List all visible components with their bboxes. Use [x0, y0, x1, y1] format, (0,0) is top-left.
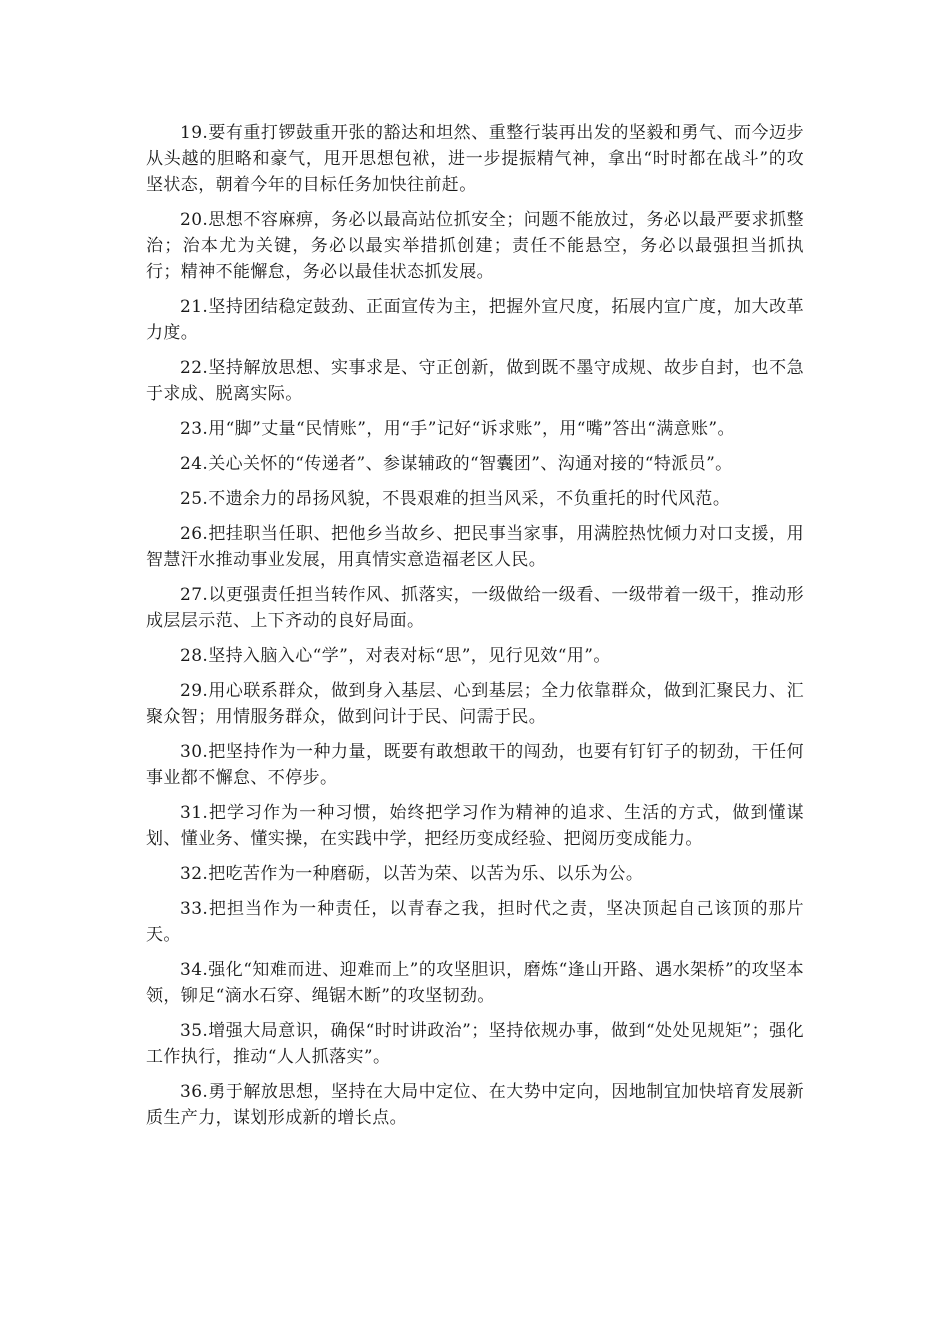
paragraph-21: 21.坚持团结稳定鼓劲、正面宣传为主，把握外宣尺度，拓展内宣广度，加大改革力度。 [146, 297, 804, 343]
paragraph-28: 28.坚持入脑入心“学”，对表对标“思”，见行见效“用”。 [180, 646, 611, 666]
paragraph-20: 20.思想不容麻痹，务必以最高站位抓安全；问题不能放过，务必以最严要求抓整治；治本尤为关键，务必以最实举措抓创建；责任不能悬空，务必以最强担当抓执行；精神不能懈怠，务必以最佳状态抓发展。 [146, 210, 804, 282]
paragraph-19: 19.要有重打锣鼓重开张的豁达和坦然、重整行装再出发的坚毅和勇气、而今迈步从头越的胆略和豪气，甩开思想包袱，进一步提振精气神，拿出“时时都在战斗”的攻坚状态，朝着今年的目标任务加快往前赶。 [146, 123, 804, 195]
paragraph-23: 23.用“脚”丈量“民情账”，用“手”记好“诉求账”，用“嘴”答出“满意账”。 [180, 419, 735, 439]
paragraph-31: 31.把学习作为一种习惯，始终把学习作为精神的追求、生活的方式，做到懂谋划、懂业务、懂实操，在实践中学，把经历变成经验、把阅历变成能力。 [146, 803, 804, 849]
document-body [146, 120, 804, 1140]
paragraph-25: 25.不遗余力的昂扬风貌，不畏艰难的担当风采，不负重托的时代风范。 [180, 489, 731, 509]
paragraph-30: 30.把坚持作为一种力量，既要有敢想敢干的闯劲，也要有钉钉子的韧劲，干任何事业都不懈怠、不停步。 [146, 742, 804, 788]
paragraph-22: 22.坚持解放思想、实事求是、守正创新，做到既不墨守成规、故步自封，也不急于求成、脱离实际。 [146, 358, 804, 404]
paragraph-26: 26.把挂职当任职、把他乡当故乡、把民事当家事，用满腔热忱倾力对口支援，用智慧汗水推动事业发展，用真情实意造福老区人民。 [146, 524, 804, 570]
paragraph-33: 33.把担当作为一种责任，以青春之我，担时代之责，坚决顶起自己该顶的那片天。 [146, 899, 804, 945]
paragraph-29: 29.用心联系群众，做到身入基层、心到基层；全力依靠群众，做到汇聚民力、汇聚众智；用情服务群众，做到问计于民、问需于民。 [146, 681, 804, 727]
paragraph-34: 34.强化“知难而进、迎难而上”的攻坚胆识，磨炼“逢山开路、遇水架桥”的攻坚本领，铆足“滴水石穿、绳锯木断”的攻坚韧劲。 [146, 960, 804, 1006]
paragraph-32: 32.把吃苦作为一种磨砺，以苦为荣、以苦为乐、以乐为公。 [180, 864, 644, 884]
paragraph-35: 35.增强大局意识，确保“时时讲政治”；坚持依规办事，做到“处处见规矩”；强化工作执行，推动“人人抓落实”。 [146, 1021, 804, 1067]
paragraph-36: 36.勇于解放思想，坚持在大局中定位、在大势中定向，因地制宜加快培育发展新质生产力，谋划形成新的增长点。 [146, 1082, 804, 1128]
paragraph-27: 27.以更强责任担当转作风、抓落实，一级做给一级看、一级带着一级干，推动形成层层示范、上下齐动的良好局面。 [146, 585, 804, 631]
paragraph-24: 24.关心关怀的“传递者”、参谋辅政的“智囊团”、沟通对接的“特派员”。 [180, 454, 733, 474]
